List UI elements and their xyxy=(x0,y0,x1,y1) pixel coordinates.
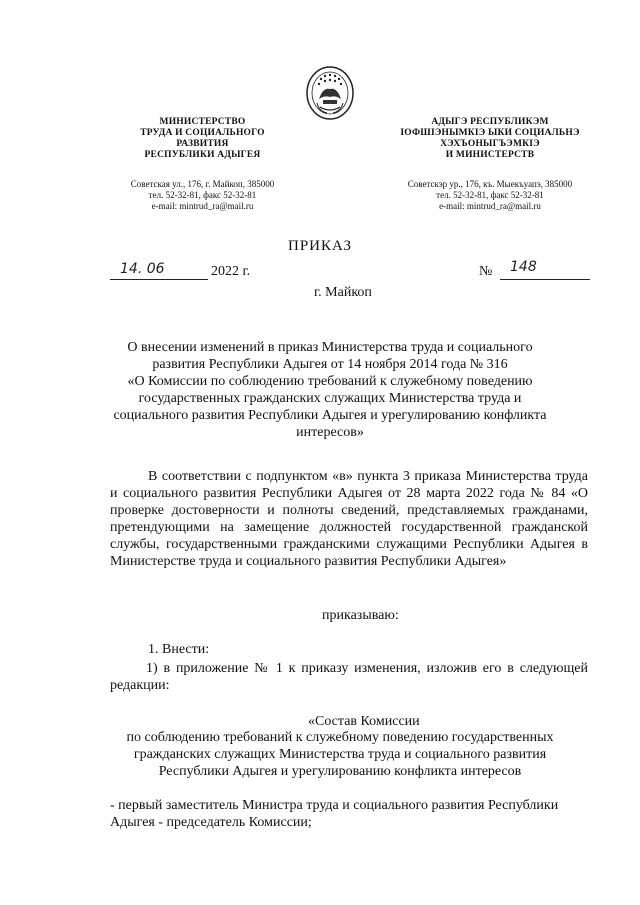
subject-line: государственных гражданских служащих Министерства труда и xyxy=(138,391,522,406)
date-handwritten: 14. 06 xyxy=(120,261,165,277)
ministry-contacts-ady xyxy=(395,179,585,212)
address: Советскэр ур., 176, къ. Мыекъуапэ, 385000 xyxy=(407,179,573,189)
item-1-1: 1) в приложение № 1 к приказу изменения, изложив его в следующей редакции: xyxy=(110,661,588,693)
ministry-name-line: МИНИСТЕРСТВО xyxy=(159,117,246,127)
subject-line: развития Республики Адыгея от 14 ноября 2014 года № 316 xyxy=(152,357,508,372)
ministry-name-line: АДЫГЭ РЕСПУБЛИКЭМ xyxy=(431,117,549,127)
item-1: 1. Внести: xyxy=(148,642,210,657)
phone: тел. 52-32-81, факс 52-32-81 xyxy=(148,190,257,200)
ministry-name-line: ТРУДА И СОЦИАЛЬНОГО xyxy=(140,128,265,138)
subject-line: О внесении изменений в приказ Министерства труда и социального xyxy=(127,340,533,355)
order-subject xyxy=(100,339,560,441)
ministry-name-ady xyxy=(390,117,590,161)
order-word: приказываю: xyxy=(322,608,399,623)
ministry-name-line: ІОФШІЭНЫМКІЭ ЫКИ СОЦИАЛЬНЭ xyxy=(400,128,580,138)
number-handwritten: 148 xyxy=(510,259,537,275)
email-link[interactable]: e-mail: mintrud_ra@mail.ru xyxy=(439,201,541,211)
subject-line: интересов» xyxy=(296,425,364,440)
composition-subtitle xyxy=(100,729,580,780)
ministry-name-ru xyxy=(120,117,285,161)
number-sign: № xyxy=(479,264,493,279)
republic-emblem-icon xyxy=(305,65,355,121)
composition-title: «Состав Комиссии xyxy=(308,714,420,729)
ministry-name-line: РЕСПУБЛИКИ АДЫГЕЯ xyxy=(144,150,261,160)
commission-member: - первый заместитель Министра труда и социального развития Республики Адыгея - председатель Комиссии; xyxy=(110,798,559,830)
subject-line: социального развития Республики Адыгея и урегулированию конфликта xyxy=(113,408,547,423)
ministry-name-line: ХЭХЪОНЫГЪЭМКІЭ xyxy=(440,139,540,149)
email-link[interactable]: e-mail: mintrud_ra@mail.ru xyxy=(151,201,254,211)
address: Советская ул., 176, г. Майкоп, 385000 xyxy=(130,179,275,189)
document-title: ПРИКАЗ xyxy=(288,238,352,254)
ministry-contacts-ru xyxy=(110,179,295,212)
phone: тел. 52-32-81, факс 52-32-81 xyxy=(436,190,544,200)
composition-line: Республики Адыгея и урегулированию конфликта интересов xyxy=(158,764,522,779)
preamble-paragraph: В соответствии с подпунктом «в» пункта 3 приказа Министерства труда и социального развития Республики Адыгея от 28 марта 2022 года № 84 «О проверке достоверности и полноты сведений, представляемых гражданами, претендующими на замещение должностей государственной гражданской службы, государственными гражданскими служащими Республики Адыгея в Министерстве труда и социального развития Республики Адыгея» xyxy=(110,469,588,569)
city-text: г. Майкоп xyxy=(314,285,372,300)
ministry-name-line: РАЗВИТИЯ xyxy=(176,139,229,149)
composition-line: по соблюдению требований к служебному поведению государственных xyxy=(126,730,554,745)
composition-line: гражданских служащих Министерства труда и социального развития xyxy=(133,747,547,762)
subject-line: «О Комиссии по соблюдению требований к служебному поведению xyxy=(127,374,533,389)
year-text: 2022 г. xyxy=(211,264,251,279)
ministry-name-line: И МИНИСТЕРСТВ xyxy=(445,150,535,160)
